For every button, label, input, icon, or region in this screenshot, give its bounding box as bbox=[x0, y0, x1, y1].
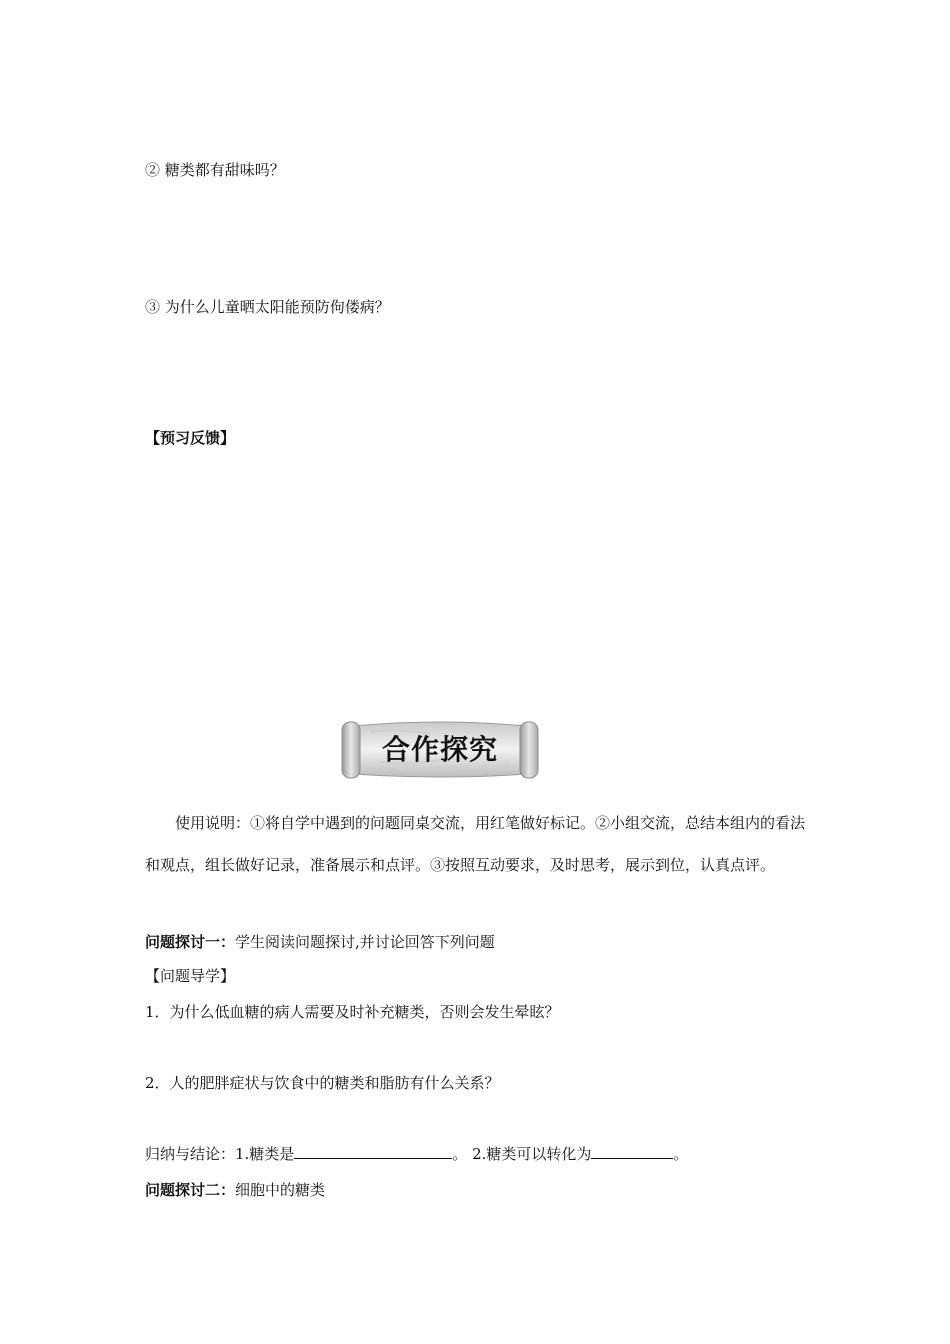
topic-2-text: 细胞中的糖类 bbox=[235, 1181, 326, 1199]
guide-question-2: 2．人的肥胖症状与饮食中的糖类和脂肪有什么关系？ bbox=[145, 1074, 500, 1092]
conclusion-end: 。 bbox=[673, 1145, 689, 1163]
cooperative-inquiry-banner bbox=[340, 718, 540, 782]
topic-2-label: 问题探讨二： bbox=[145, 1181, 236, 1199]
topic-1-label: 问题探讨一： bbox=[145, 933, 236, 951]
usage-instructions: 使用说明：①将自学中遇到的问题同桌交流，用红笔做好标记。②小组交流，总结本组内的看法和观点，组长做好记录，准备展示和点评。③按照互动要求，及时思考，展示到位，认真点评。 bbox=[145, 814, 806, 874]
conclusion-blank-2[interactable] bbox=[591, 1142, 673, 1159]
conclusion-prefix: 归纳与结论：1.糖类是 bbox=[145, 1145, 295, 1163]
conclusion-mid: 。 2.糖类可以转化为 bbox=[452, 1145, 592, 1163]
guide-question-1: 1．为什么低血糖的病人需要及时补充糖类，否则会发生晕眩？ bbox=[145, 1003, 560, 1021]
topic-2 bbox=[145, 1180, 325, 1200]
banner-title: 合作探究 bbox=[381, 733, 498, 766]
preview-feedback-heading: 【预习反馈】 bbox=[145, 429, 236, 447]
topic-1 bbox=[145, 932, 495, 952]
question-3: ③ 为什么儿童晒太阳能预防佝偻病？ bbox=[145, 298, 390, 316]
guide-heading: 【问题导学】 bbox=[145, 967, 236, 985]
topic-1-text: 学生阅读问题探讨,并讨论回答下列问题 bbox=[235, 933, 495, 951]
conclusion-blank-1[interactable] bbox=[294, 1142, 452, 1159]
conclusion-line bbox=[145, 1142, 688, 1164]
question-2: ② 糖类都有甜味吗？ bbox=[145, 161, 285, 179]
